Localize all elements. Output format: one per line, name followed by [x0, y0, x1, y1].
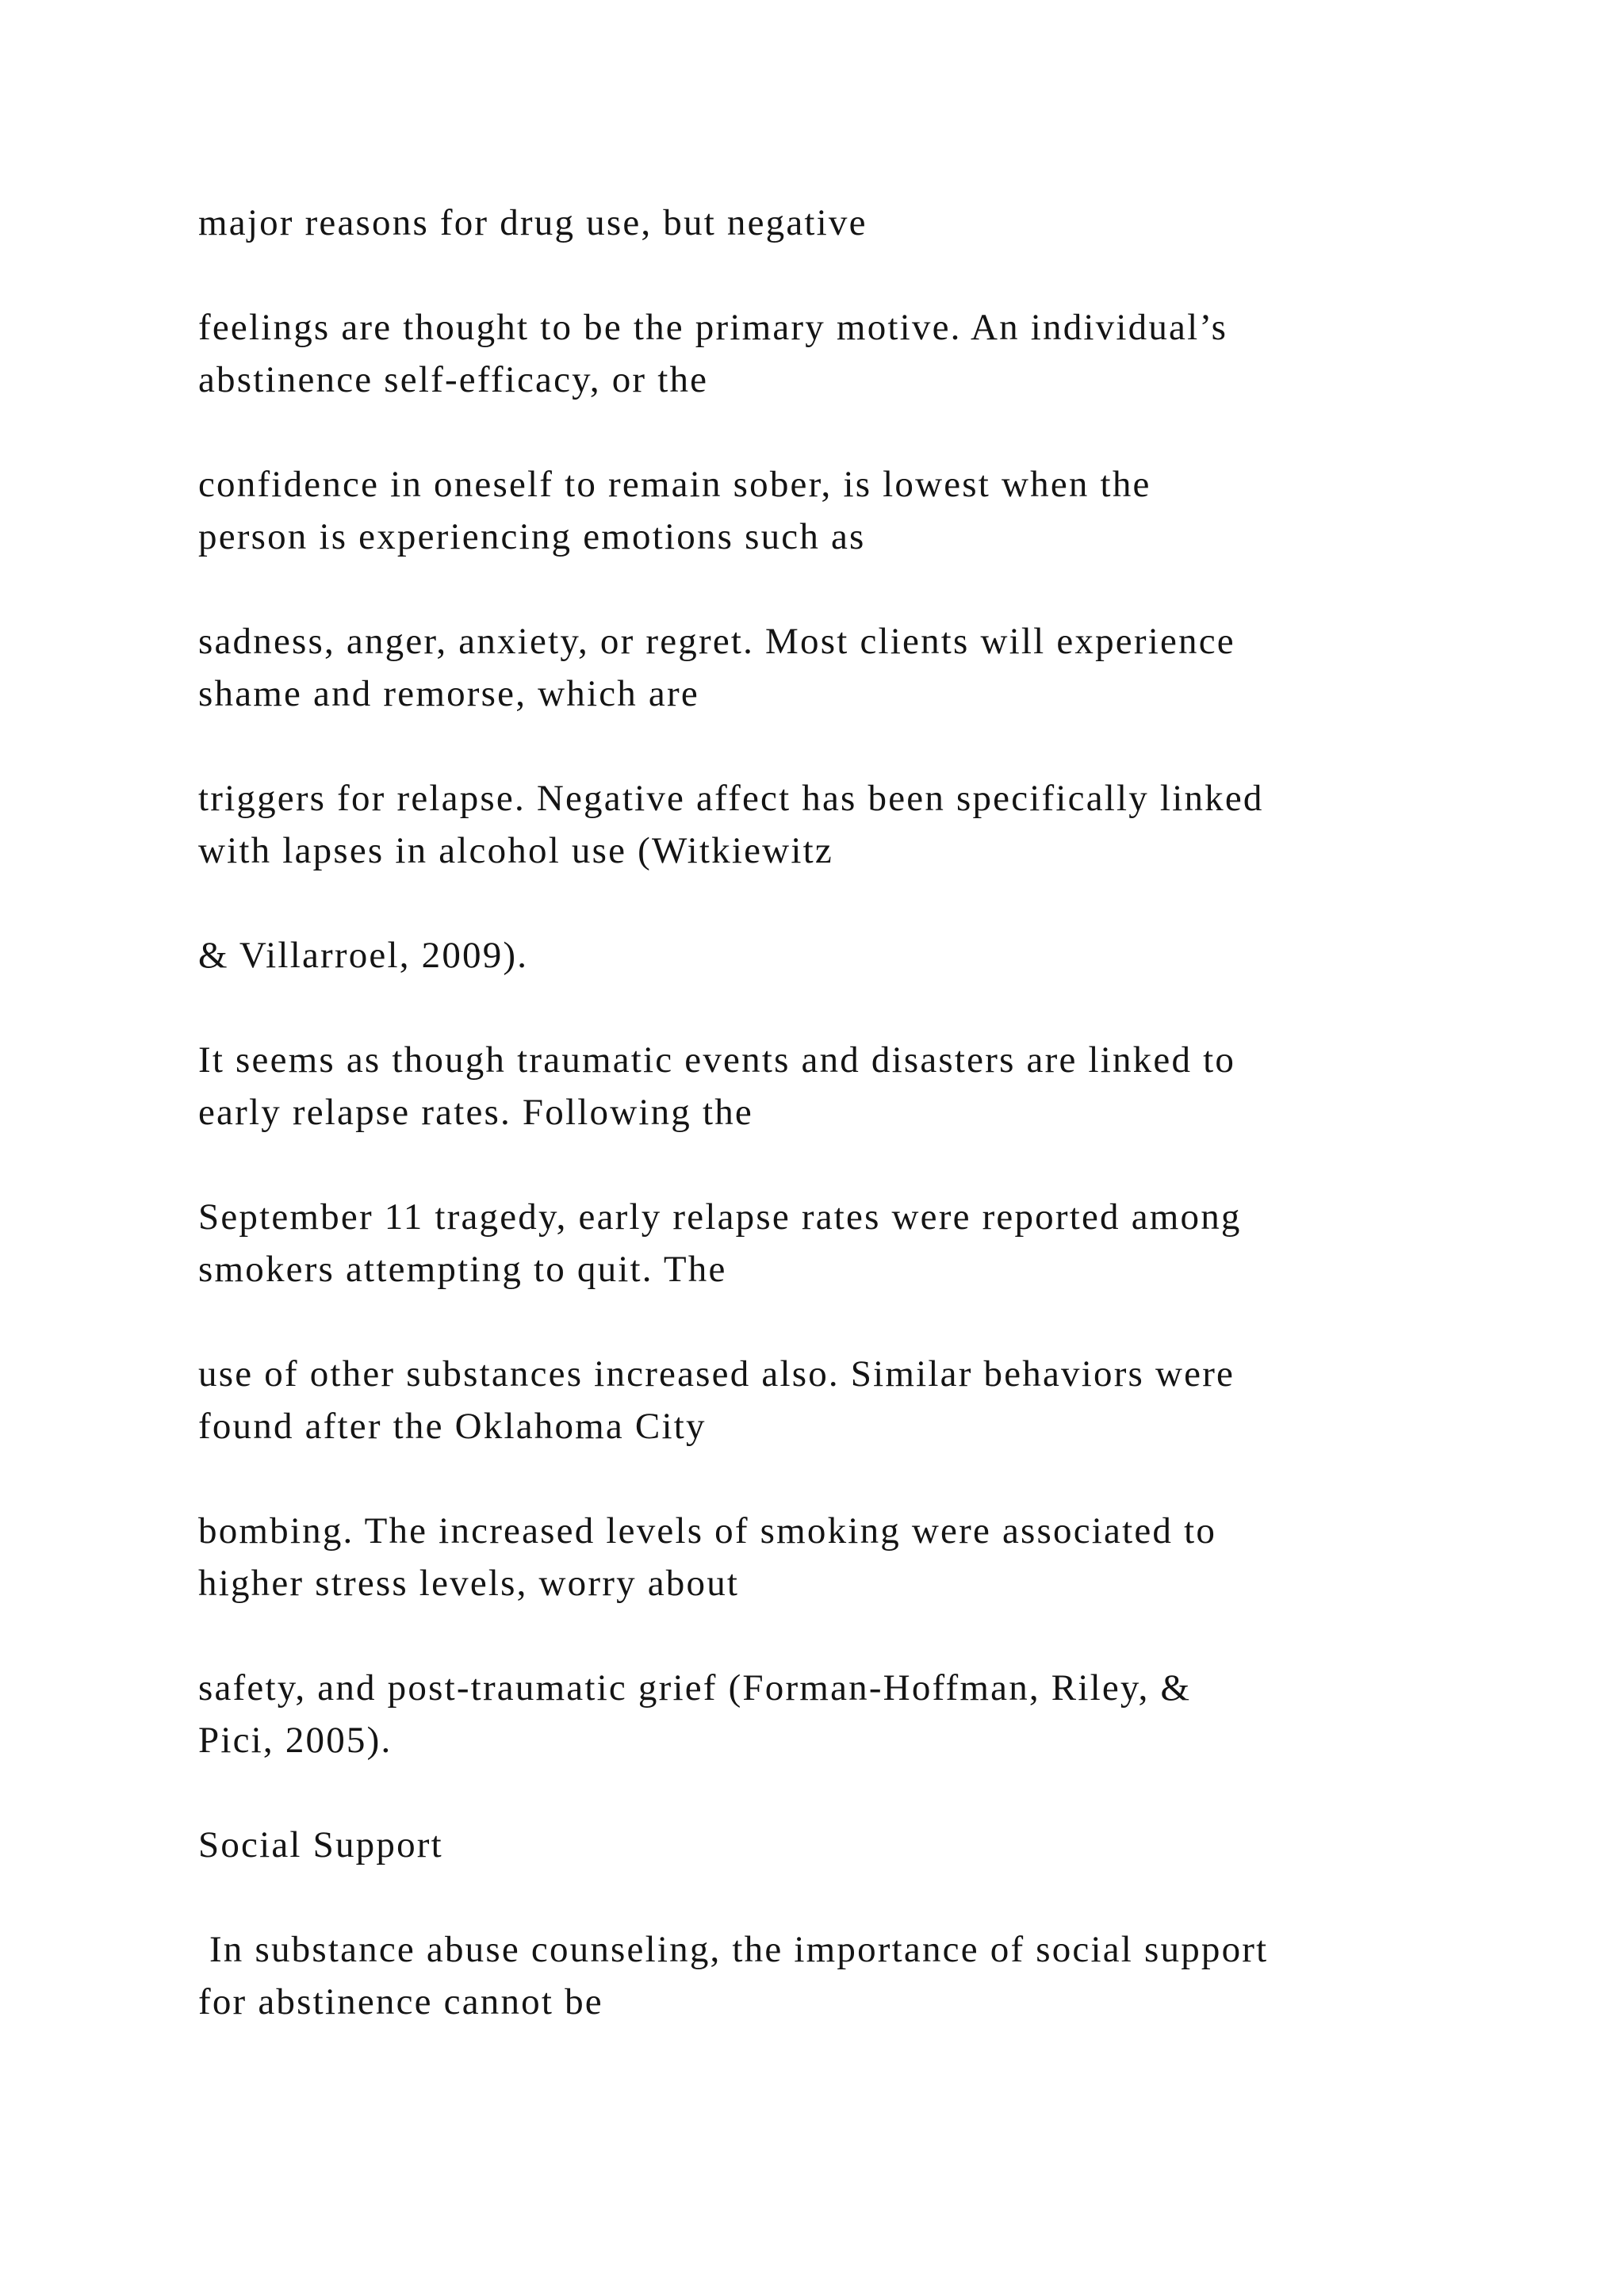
paragraph: [198, 301, 1499, 406]
text-line: higher stress levels, worry about: [198, 1563, 740, 1604]
text-line: In substance abuse counseling, the importance of social support: [198, 1929, 1269, 1970]
text-line: bombing. The increased levels of smoking were associated to: [198, 1510, 1217, 1552]
text-line: It seems as though traumatic events and disasters are linked to: [198, 1039, 1236, 1081]
text-line: smokers attempting to quit. The: [198, 1249, 727, 1290]
text-line: September 11 tragedy, early relapse rates were reported among: [198, 1196, 1242, 1238]
text-line: & Villarroel, 2009).: [198, 935, 529, 976]
paragraph: [198, 615, 1499, 720]
text-line: early relapse rates. Following the: [198, 1092, 753, 1133]
text-line: triggers for relapse. Negative affect has been specifically linked: [198, 778, 1264, 819]
text-line: safety, and post-traumatic grief (Forman-Hoffman, Riley, &: [198, 1667, 1192, 1709]
text-line: sadness, anger, anxiety, or regret. Most clients will experience: [198, 621, 1235, 662]
section-heading: [198, 1819, 1499, 1871]
text-line: found after the Oklahoma City: [198, 1406, 707, 1447]
text-line: feelings are thought to be the primary motive. An individual’s: [198, 307, 1228, 348]
text-line: Pici, 2005).: [198, 1720, 393, 1761]
paragraph: [198, 1348, 1499, 1452]
paragraph: [198, 1034, 1499, 1138]
document-body: [198, 197, 1499, 2080]
paragraph: [198, 197, 1499, 249]
text-line: person is experiencing emotions such as: [198, 516, 866, 557]
text-line: with lapses in alcohol use (Witkiewitz: [198, 830, 833, 871]
text-line: Social Support: [198, 1824, 443, 1866]
paragraph: [198, 929, 1499, 982]
paragraph: [198, 1923, 1499, 2028]
paragraph: [198, 1191, 1499, 1295]
text-line: for abstinence cannot be: [198, 1981, 603, 2022]
paragraph: [198, 458, 1499, 563]
paragraph: [198, 772, 1499, 877]
paragraph: [198, 1662, 1499, 1766]
text-line: abstinence self-efficacy, or the: [198, 359, 709, 400]
text-line: major reasons for drug use, but negative: [198, 202, 868, 243]
text-line: use of other substances increased also. Similar behaviors were: [198, 1353, 1235, 1395]
paragraph: [198, 1505, 1499, 1609]
text-line: shame and remorse, which are: [198, 673, 699, 714]
text-line: confidence in oneself to remain sober, is lowest when the: [198, 464, 1151, 505]
